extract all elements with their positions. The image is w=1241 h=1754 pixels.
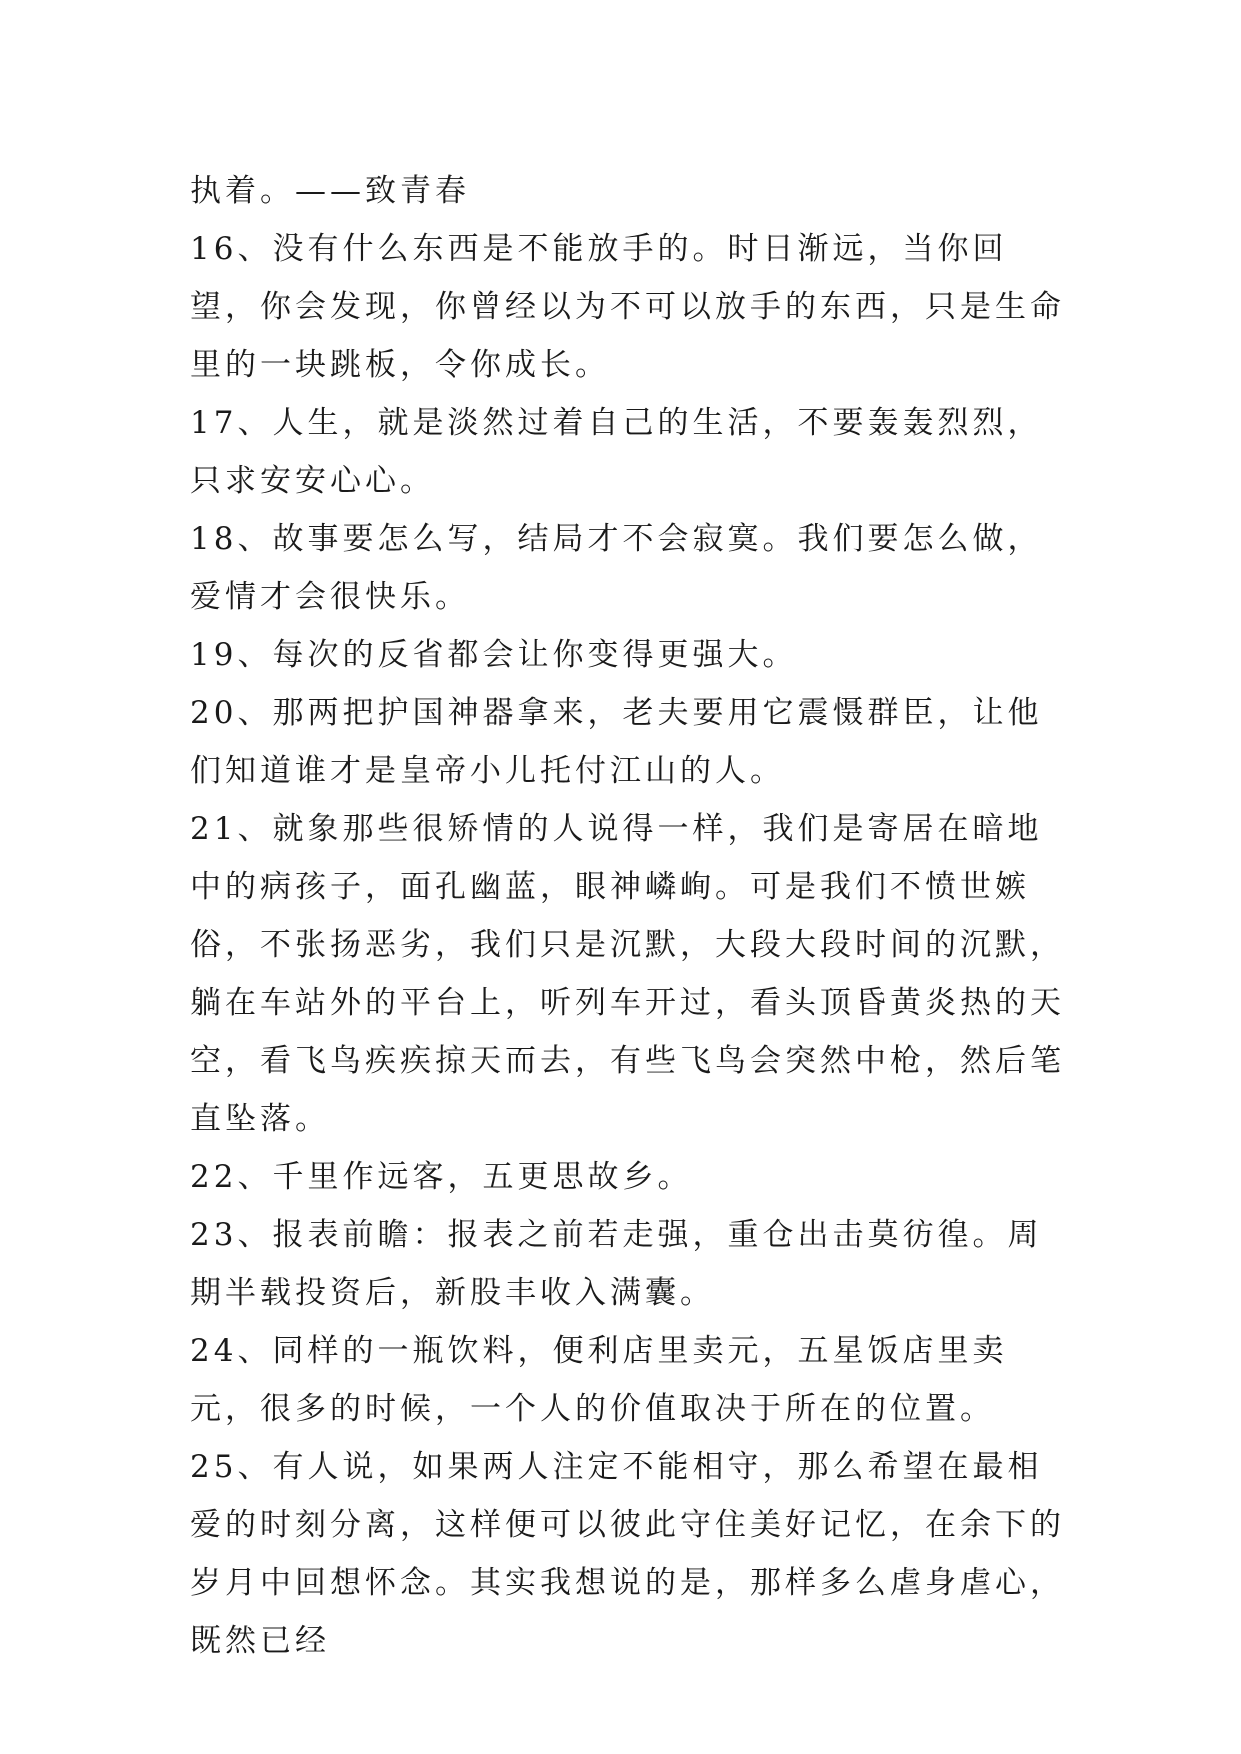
paragraph-17: 17、人生，就是淡然过着自己的生活，不要轰轰烈烈，只求安安心心。 bbox=[190, 405, 1043, 499]
paragraph-22: 22、千里作远客，五更思故乡。 bbox=[190, 1159, 693, 1195]
paragraph-19: 19、每次的反省都会让你变得更强大。 bbox=[190, 637, 798, 673]
paragraph-21: 21、就象那些很矫情的人说得一样，我们是寄居在暗地中的病孩子，面孔幽蓝，眼神嶙峋。可是我们不愤世嫉俗，不张扬恶劣，我们只是沉默，大段大段时间的沉默，躺在车站外的平台上，听列车开过，看头顶昏黄炎热的天空，看飞鸟疾疾掠天而去，有些飞鸟会突然中枪，然后笔直坠落。 bbox=[190, 811, 1065, 1137]
paragraph-24: 24、同样的一瓶饮料，便利店里卖元，五星饭店里卖元，很多的时候，一个人的价值取决于所在的位置。 bbox=[190, 1333, 1008, 1427]
paragraph-continuation: 执着。——致青春 bbox=[190, 173, 470, 209]
paragraph-20: 20、那两把护国神器拿来，老夫要用它震慑群臣，让他们知道谁才是皇帝小儿托付江山的人。 bbox=[190, 695, 1043, 789]
paragraph-25: 25、有人说，如果两人注定不能相守，那么希望在最相爱的时刻分离，这样便可以彼此守住美好记忆，在余下的岁月中回想怀念。其实我想说的是，那样多么虐身虐心，既然已经 bbox=[190, 1449, 1065, 1659]
paragraph-23: 23、报表前瞻：报表之前若走强，重仓出击莫彷徨。周期半载投资后，新股丰收入满囊。 bbox=[190, 1217, 1043, 1311]
paragraph-18: 18、故事要怎么写，结局才不会寂寞。我们要怎么做，爱情才会很快乐。 bbox=[190, 521, 1043, 615]
paragraph-16: 16、没有什么东西是不能放手的。时日渐远，当你回望，你会发现，你曾经以为不可以放手的东西，只是生命里的一块跳板，令你成长。 bbox=[190, 231, 1065, 383]
document-body bbox=[190, 162, 1066, 1670]
